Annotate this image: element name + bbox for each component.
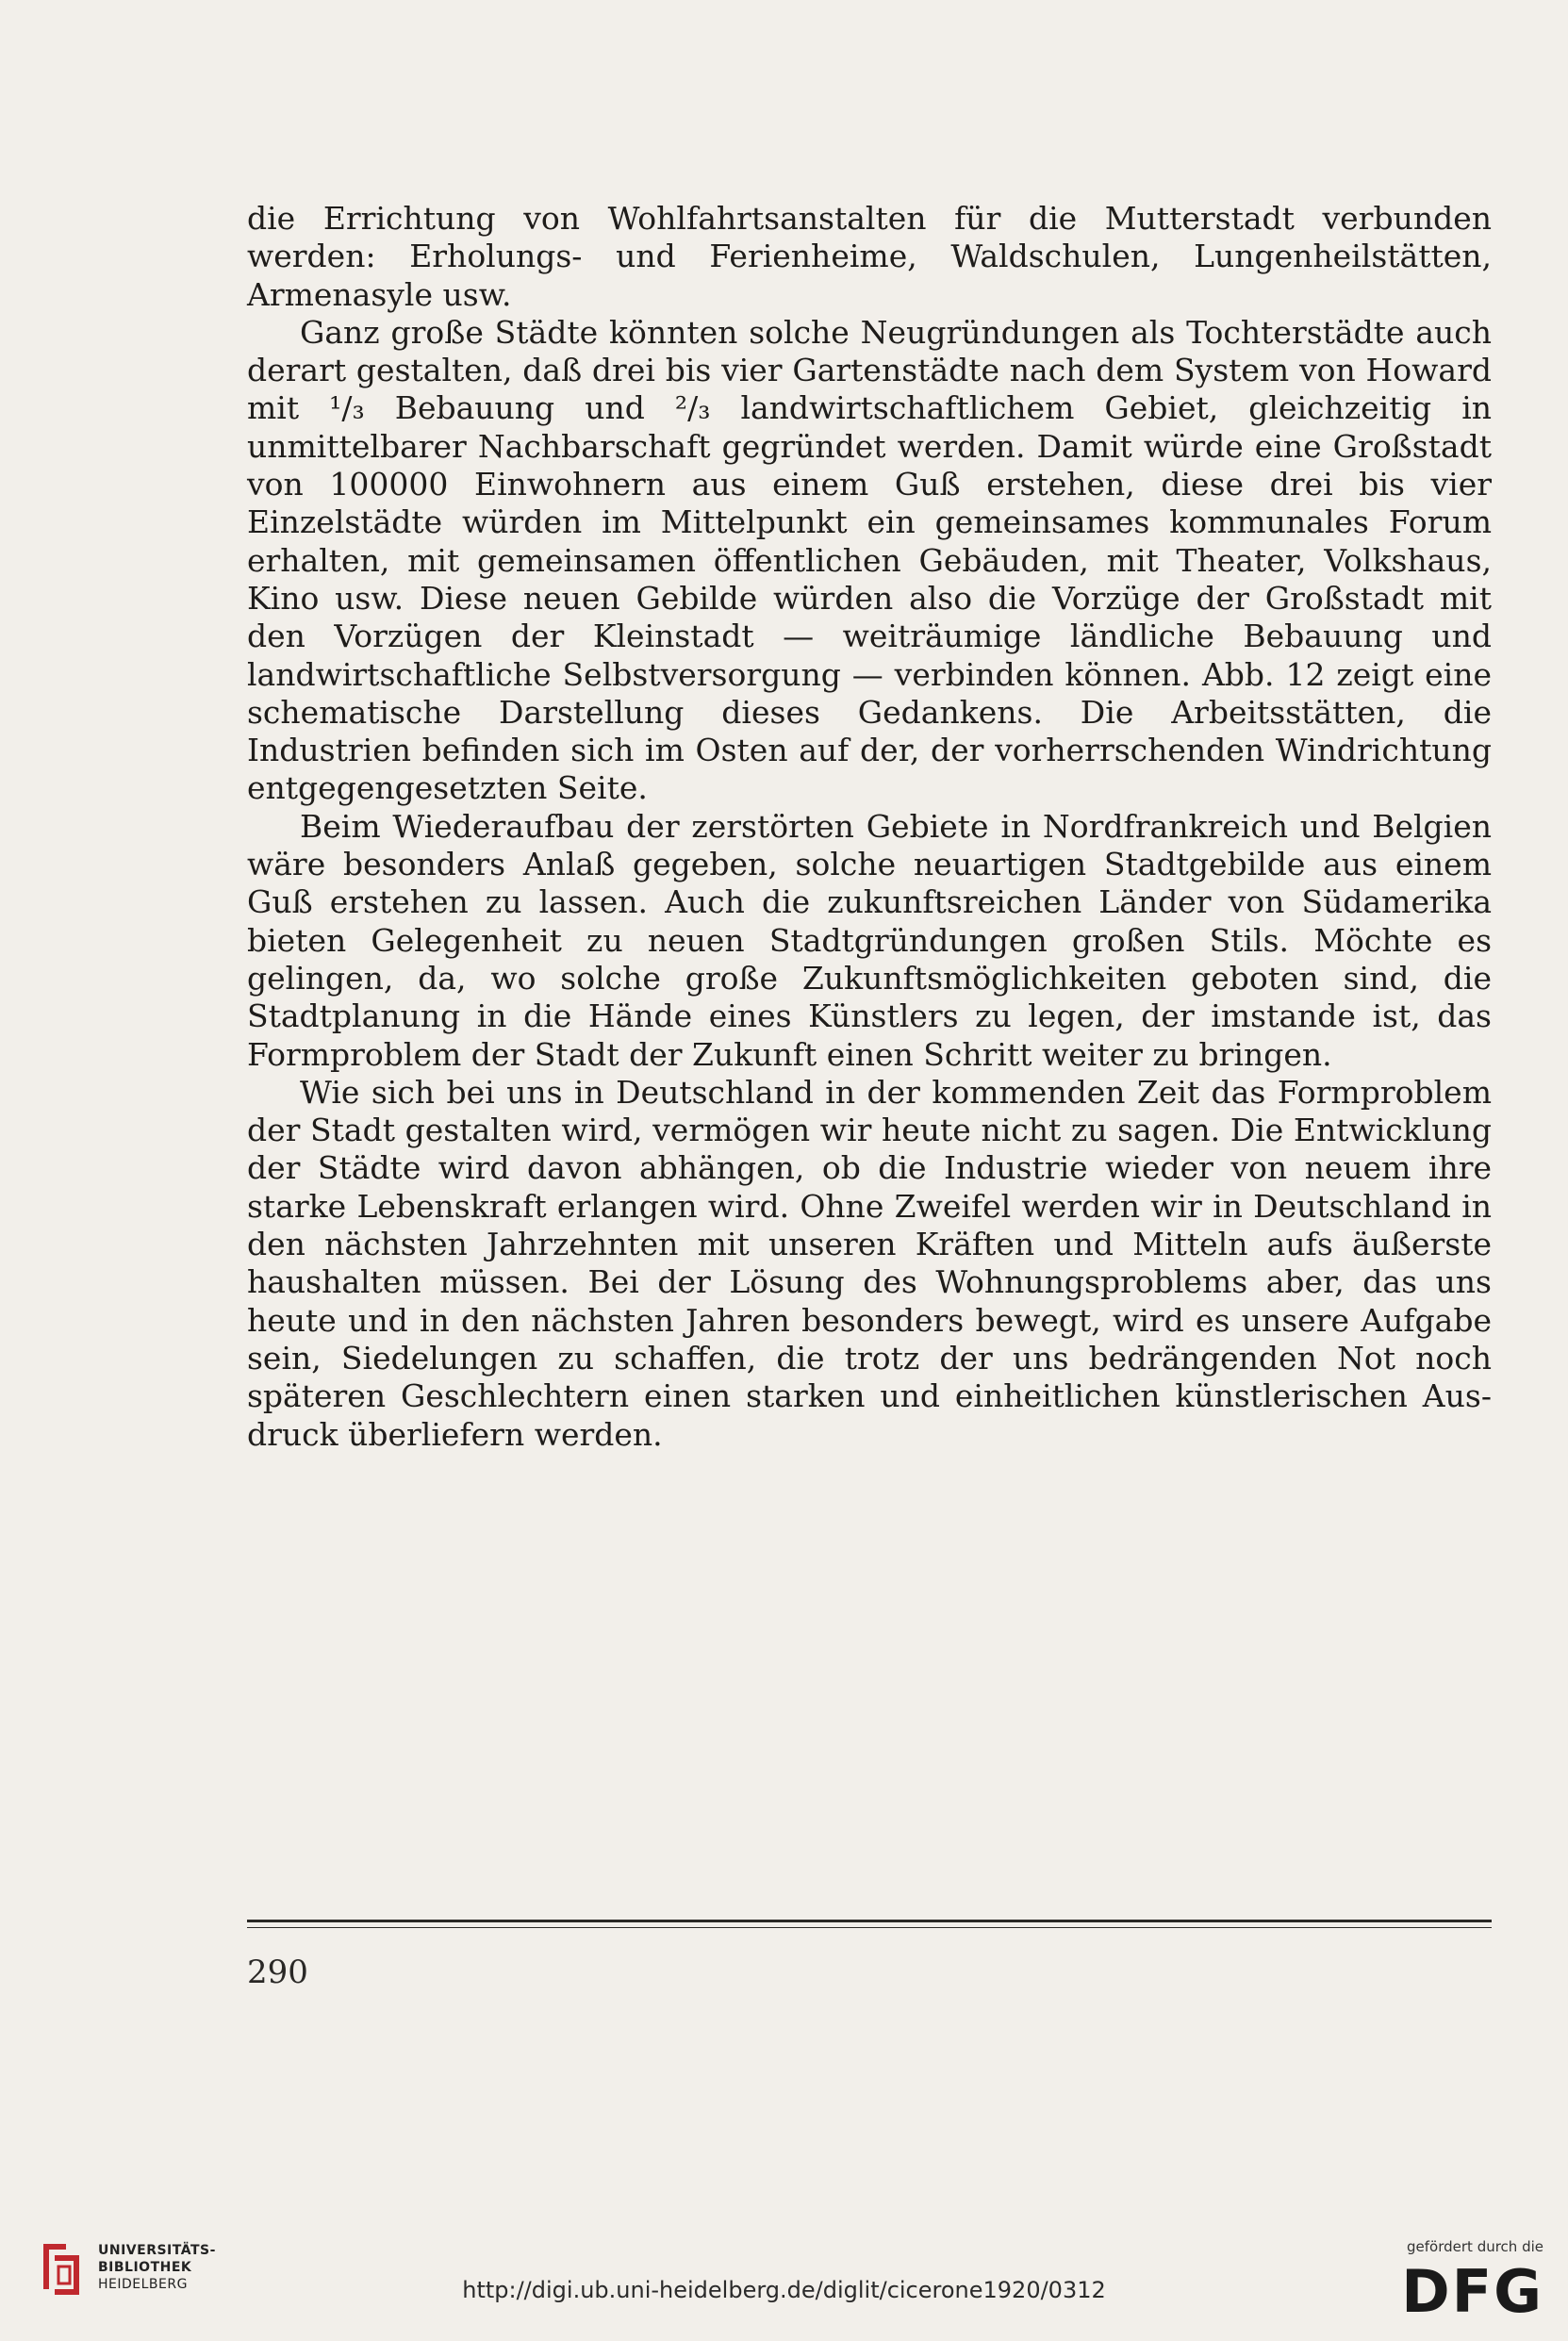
library-name-line1: UNIVERSITÄTS- xyxy=(98,2243,216,2258)
footnote-rule-thin xyxy=(247,1927,1492,1928)
body-text xyxy=(247,200,1492,1454)
paragraph-3: Beim Wiederaufbau der zerstörten Gebiete in Nordfrankreich und Belgien wäre besonders Anlaß gegeben, solche neuartigen Stadtgebilde aus einem Guß erstehen zu lassen. Auch die zukunftsreichen Länder von Südamerika bieten Gelegenheit zu neuen Stadtgründungen großen Stils. Möchte es gelingen, da, wo solche große Zukunftsmöglichkeiten geboten sind, die Stadtplanung in die Hände eines Künstlers zu legen, der imstande ist, das Formproblem der Stadt der Zukunft einen Schritt weiter zu bringen. xyxy=(247,807,1492,1073)
footnote-rule-thick xyxy=(247,1920,1492,1922)
digitization-footer xyxy=(0,2206,1568,2341)
library-name-line2: BIBLIOTHEK xyxy=(98,2260,192,2275)
funding-label: gefördert durch die xyxy=(1407,2238,1543,2255)
library-name-line3: HEIDELBERG xyxy=(98,2277,188,2292)
dfg-logo: DFG xyxy=(1401,2257,1543,2326)
paragraph-1: die Errichtung von Wohlfahrtsanstalten für die Mutterstadt verbunden werden: Erholungs- und Ferienheime, Waldschulen, Lungenheilstätten, Armenasyle usw. xyxy=(247,200,1492,313)
source-url[interactable]: http://digi.ub.uni-heidelberg.de/diglit/cicerone1920/0312 xyxy=(462,2277,1106,2303)
page-number: 290 xyxy=(247,1954,308,1991)
paragraph-4: Wie sich bei uns in Deutschland in der kommenden Zeit das Formproblem der Stadt gestalten wird, vermögen wir heute nicht zu sagen. Die Entwicklung der Städte wird davon abhängen, ob die Industrie wieder von neuem ihre starke Lebenskraft erlangen wird. Ohne Zweifel werden wir in Deutschland in den nächsten Jahrzehnten mit unseren Kräften und Mitteln aufs äußerste haushalten müssen. Bei der Lösung des Wohnungsproblems aber, das uns heute und in den nächsten Jahren besonders bewegt, wird es unsere Aufgabe sein, Siedelungen zu schaffen, die trotz der uns bedrängenden Not noch späteren Geschlechtern einen starken und einheitlichen künstlerischen Ausdruck überliefern werden. xyxy=(247,1073,1492,1453)
paragraph-2: Ganz große Städte könnten solche Neugründungen als Tochterstädte auch derart gestalten, daß drei bis vier Gartenstädte nach dem System von Howard mit ¹/₃ Bebauung und ²/₃ landwirtschaftlichem Gebiet, gleichzeitig in unmittelbarer Nachbarschaft gegründet werden. Damit würde eine Großstadt von 100000 Einwohnern aus einem Guß erstehen, diese drei bis vier Einzelstädte würden im Mittelpunkt ein gemeinsames kommunales Forum erhalten, mit gemeinsamen öffentlichen Gebäuden, mit Theater, Volkshaus, Kino usw. Diese neuen Gebilde würden also die Vorzüge der Großstadt mit den Vorzügen der Kleinstadt — weiträumige ländliche Bebauung und landwirtschaftliche Selbstversorgung — verbinden können. Abb. 12 zeigt eine schematische Darstellung dieses Gedankens. Die Arbeitsstätten, die Industrien befinden sich im Osten auf der, der vorherrschenden Windrichtung entgegengesetzten Seite. xyxy=(247,313,1492,807)
